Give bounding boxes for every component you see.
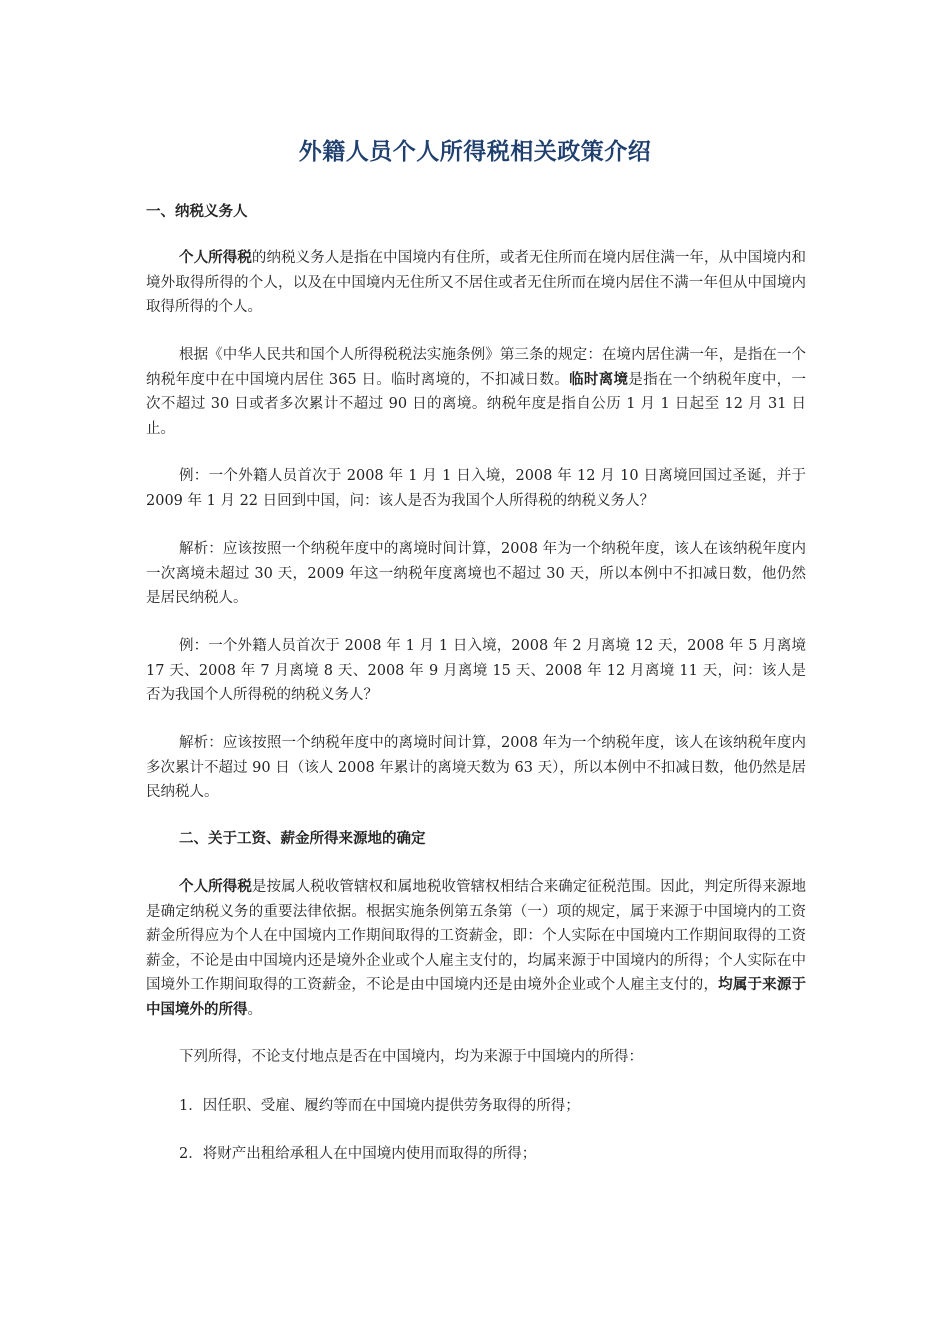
paragraph-text: 是指在一个纳税年度中，一次不超过 30 日或者多次累计不超过 90 日的离境。纳税年度是指自公历 1 月 1 日起至 12 月 31 日止。: [146, 371, 806, 437]
section-1-paragraph-1: [146, 246, 806, 320]
paragraph-text: 是按属人税收管辖权和属地税收管辖权相结合来确定征税范围。因此，判定所得来源地是确定纳税义务的重要法律依据。根据实施条例第五条第（一）项的规定，属于来源于中国境内的工资薪金所得应为个人在中国境内工作期间取得的工资薪金，即：个人实际在中国境内工作期间取得的工资薪金，不论是由中国境内还是境外企业或个人雇主支付的，均属来源于中国境内的所得；个人实际在中国境外工作期间取得的工资薪金，不论是由中国境内还是由境外企业或个人雇主支付的，: [146, 879, 807, 993]
bold-term: 临时离境: [569, 371, 629, 388]
section-1-heading: 一、纳税义务人: [146, 204, 248, 220]
paragraph-text: 的纳税义务人是指在中国境内有住所，或者无住所而在境内居住满一年，从中国境内和境外取得所得的个人，以及在中国境内无住所又不居住或者无住所而在境内居住不满一年但从中国境内取得所得的个人。: [146, 250, 807, 315]
list-item: 1．因任职、受雇、履约等而在中国境内提供劳务取得的所得；: [179, 1098, 580, 1114]
section-2-paragraph-2: 下列所得，不论支付地点是否在中国境内，均为来源于中国境内的所得：: [179, 1049, 643, 1065]
section-1-example-2: 例：一个外籍人员首次于 2008 年 1 月 1 日入境，2008 年 2 月离境 12 天，2008 年 5 月离境 17 天、2008 年 7 月离境 8 天、2008 年 9 月离境 15 天、2008 年 12 月离境 11 天，问：该人是否为我国个人所得税的纳税义务人？: [146, 638, 806, 703]
section-2-paragraph-1: [146, 875, 806, 1022]
document-title: 外籍人员个人所得税相关政策介绍: [298, 139, 652, 165]
section-1-analysis-2: 解析：应该按照一个纳税年度中的离境时间计算，2008 年为一个纳税年度，该人在该纳税年度内多次累计不超过 90 日（该人 2008 年累计的离境天数为 63 天），所以本例中不扣减日数，他仍然是居民纳税人。: [146, 735, 806, 800]
bold-term: 个人所得税: [179, 879, 252, 895]
section-1-example-1: 例：一个外籍人员首次于 2008 年 1 月 1 日入境，2008 年 12 月 10 日离境回国过圣诞，并于 2009 年 1 月 22 日回到中国，问：该人是否为我国个人所得税的纳税义务人？: [146, 468, 806, 509]
bold-term: 个人所得税: [179, 250, 252, 266]
paragraph-text: 。: [247, 1001, 262, 1018]
section-1-paragraph-2: [146, 343, 806, 441]
paragraph-text: 根据《中华人民共和国个人所得税税法实施条例》第三条的规定：在境内居住满一年，是指在一个纳税年度中在中国境内居住 365 日。临时离境的，不扣减日数。: [146, 347, 806, 388]
bold-term: 均属于来源于中国境外的所得: [146, 977, 807, 1018]
section-1-analysis-1: 解析：应该按照一个纳税年度中的离境时间计算，2008 年为一个纳税年度，该人在该纳税年度内一次离境未超过 30 天，2009 年这一纳税年度离境也不超过 30 天，所以本例中不扣减日数，他仍然是居民纳税人。: [146, 541, 806, 606]
list-item: 2．将财产出租给承租人在中国境内使用而取得的所得；: [179, 1146, 537, 1162]
section-2-heading: 二、关于工资、薪金所得来源地的确定: [179, 831, 426, 847]
